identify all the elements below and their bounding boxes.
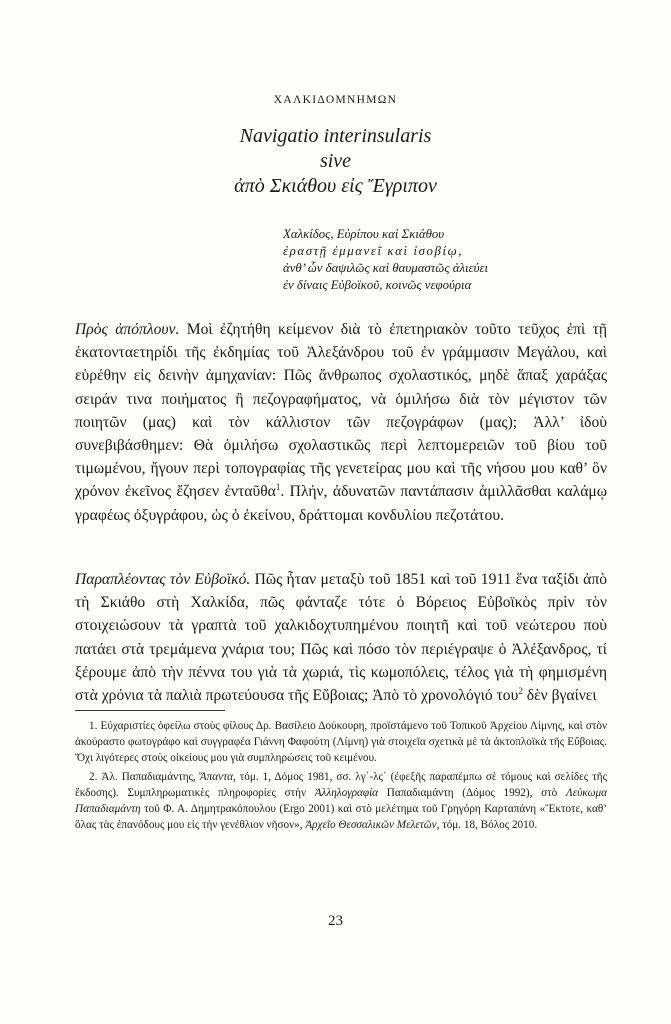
footnote-2-italic: Ἅπαντα — [199, 770, 233, 783]
footnote-2-italic: Λεύκωμα Παπαδιαμάντη — [75, 786, 607, 816]
title-line-1: Navigatio interinsularis — [239, 125, 432, 147]
epigraph-line-1: Χαλκίδος, Εὐρίπου καὶ Σκιάθου — [283, 227, 445, 241]
paragraph-2 — [75, 568, 607, 707]
running-head: ΧΑΛΚΙΔΟΜΝΗΜΩΝ — [273, 94, 398, 106]
dedication-epigraph — [283, 226, 623, 294]
paragraph-1-text-end: . Πλήν, ἀδυνατῶν παντάπασιν ἁμιλλᾶσθαι καλάμῳ γραφέως ὀξυγράφου, ὡς ὁ ἐκείνου, δράττομαι κονδυλίου πεζοτάτου. — [75, 483, 607, 524]
footnote-2-part: , τόμ. 18, Βόλος 2010. — [436, 819, 538, 832]
paragraph-1 — [75, 318, 607, 527]
footnote-2 — [75, 769, 607, 834]
paragraph-1-lead: Πρὸς ἀπόπλουν. — [75, 321, 180, 338]
chapter-title — [0, 124, 671, 199]
title-line-3: ἀπὸ Σκιάθου εἰς Ἔγριπον — [234, 175, 437, 197]
footnote-2-italic: Ἀλληλογραφία — [314, 786, 379, 799]
footnote-2-part: , τόμ. 1, Δόμος 1981, σσ. λγ΄-λς΄ (ἐφεξῆς παραπέμπω σὲ τόμους καὶ σελίδες τῆς ἔκδοσης). Συμπληρωματικὲς πληροφορίες στὴν — [75, 770, 607, 799]
epigraph-line-2: ἐραστῇ ἐμμανεῖ καὶ ἰσοβίῳ, — [283, 244, 464, 258]
footnote-1: 1. Εὐχαριστίες ὀφείλω στοὺς φίλους Δρ. Βασίλειο Δούκουρη, προϊστάμενο τοῦ Τοπικοῦ Ἀρχείου Λίμνης, καὶ στὸν ἀκούραστο φωτογράφο καὶ συγγραφέα Γιάννη Φαφούτη (Λίμνη) γιὰ στοιχεῖα σχετικὰ μὲ τὰ ἀκτοπλοϊκὰ τῆς Εὔβοιας. Ὄχι λιγότερες στοὺς οἰκείους μου γιὰ συμπληρώσεις τοῦ κειμένου. — [75, 720, 607, 765]
title-line-2: sive — [319, 150, 352, 172]
footnotes — [75, 718, 607, 835]
page-number: 23 — [328, 913, 343, 929]
paragraph-2-lead: Παραπλέοντας τὸν Εὐβοϊκό. — [75, 571, 251, 588]
footnote-2-part: τοῦ Φ. Α. Δημητρακόπουλου (Ergo 2001) καὶ στὸ μελέτημα τοῦ Γρηγόρη Καρταπάνη «Ἔκτοτε, καθ’ ὅλας τὰς ἐπανόδους μου εἰς τὴν γενέθλιον νῆσον», — [75, 803, 607, 832]
footnote-2-part: 2. Ἀλ. Παπαδιαμάντης, — [89, 770, 200, 783]
paragraph-2-text: Πῶς ἦταν μεταξὺ τοῦ 1851 καὶ τοῦ 1911 ἕνα ταξίδι ἀπὸ τὴ Σκιάθο στὴ Χαλκίδα, πῶς φάνταζε τότε ὁ Βόρειος Εὐβοϊκὸς πρὶν τὸν στοιχειώσουν τὰ γραπτὰ τοῦ χαλκιδοχτυπημένου ποιητῆ καὶ τοῦ νεώτερου ποὺ πατάει στὰ τρεμάμενα χνάρια του; Πῶς καὶ πόσο τὸν περιέγραψε ὁ Ἀλέξανδρος, τί ξέρουμε ἀπὸ τὴν πέννα του γιὰ τὰ χωριά, τὶς κωμοπόλεις, τέλος γιὰ τὴ φημισμένη στὰ χρόνια τὰ παλιὰ πρωτεύουσα τῆς Εὔβοιας; Ἀπὸ τὸ χρονολόγιό του — [75, 571, 607, 705]
footnote-ref-2[interactable]: 2 — [518, 685, 523, 696]
footnote-ref-1[interactable]: 1 — [275, 482, 281, 493]
footnote-divider — [75, 710, 225, 711]
paragraph-2-text-end: δὲν βγαίνει — [522, 687, 597, 705]
footnote-2-italic: Ἀρχεῖο Θεσσαλικῶν Μελετῶν — [305, 819, 437, 832]
epigraph-line-4: ἐν δίναις Εὐβοϊκοῦ, κοινῶς νεφούρια — [283, 278, 472, 292]
epigraph-line-3: ἀνθ’ ὧν δαψιλῶς καὶ θαυμαστῶς ἀλιεύει — [283, 261, 489, 275]
footnote-2-part: Παπαδιαμάντη (Δόμος 1992), στὸ — [378, 786, 566, 799]
paragraph-1-text: Μοὶ ἐζητήθη κείμενον διὰ τὸ ἐπετηριακὸν τοῦτο τεῦχος ἐπὶ τῇ ἑκατονταετηρίδι τῆς ἐκδημίας τοῦ Ἀλεξάνδρου τοῦ ἐν γράμμασιν Μεγάλου, καὶ εὑρέθην εἰς δεινὴν ἀμηχανίαν: Πῶς ἄνθρωπος σχολαστικός, μηδὲ ἅπαξ χαράξας σειράν τινα ποιήματος ἢ πεζογραφήματος, νὰ ὁμιλήσω διὰ τὸν μέγιστον τῶν ποιητῶν (μας) καὶ τὸν κάλλιστον τῶν πεζογράφων (μας); Ἀλλ’ ἰδοὺ συνεβιβάσθημεν: Θὰ ὁμιλήσω σχολαστικῶς περὶ λεπτομερειῶν τοῦ βίου τοῦ τιμωμένου, ἤγουν περὶ τοπογραφίας τῆς γενετείρας μου καὶ τῆς νήσου μου καθ’ ὃν χρόνον ἐκεῖνος ἔζησεν ἐνταῦθα — [75, 321, 607, 501]
